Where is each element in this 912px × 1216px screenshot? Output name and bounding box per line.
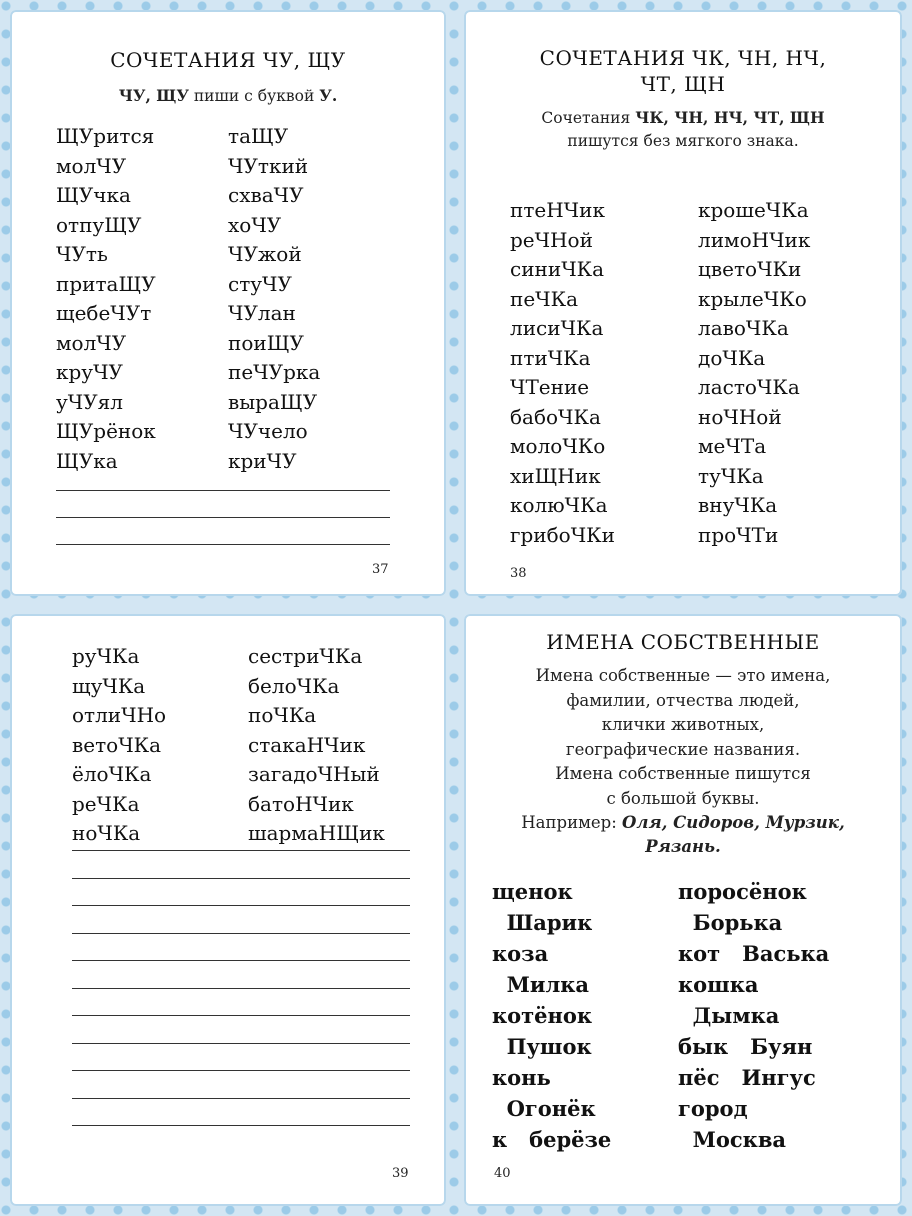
word-item: ветоЧКа <box>72 732 162 757</box>
intro-line: Имена собственные — это имена, <box>535 666 831 685</box>
word-item: стакаНЧик <box>248 732 366 757</box>
intro-line: фамилии, отчества людей, <box>566 690 800 710</box>
writing-lines <box>72 850 410 1126</box>
word-item: лисиЧКа <box>510 316 604 340</box>
page-title: ИМЕНА СОБСТВЕННЫЕ <box>546 630 820 654</box>
word-column-left <box>72 642 166 849</box>
example-last-word: Рязань. <box>645 837 721 856</box>
word-item: конь <box>492 1065 551 1090</box>
word-item: цветоЧКи <box>698 257 802 281</box>
rule-text <box>464 108 902 127</box>
word-item: выраЩУ <box>228 389 318 414</box>
page-number: 37 <box>372 562 389 577</box>
word-item: ЩУрёнок <box>56 419 156 443</box>
page-number: 40 <box>494 1166 511 1181</box>
word-item: хоЧУ <box>228 212 282 237</box>
word-item: птиЧКа <box>510 345 591 370</box>
intro-text <box>474 664 892 811</box>
word-item: лавоЧКа <box>698 316 789 340</box>
word-item: ноЧНой <box>698 404 782 429</box>
word-item: колюЧКа <box>510 493 608 517</box>
word-item: грибоЧКи <box>510 522 615 547</box>
word-item: таЩУ <box>228 124 289 148</box>
word-column-left <box>492 876 611 1155</box>
word-item: туЧКа <box>698 463 764 488</box>
page-title-line1: СОЧЕТАНИЯ ЧК, ЧН, НЧ, <box>539 46 827 70</box>
writing-line <box>72 934 410 962</box>
writing-line <box>72 989 410 1017</box>
writing-line <box>72 879 410 907</box>
word-item: кошка <box>678 972 759 997</box>
word-item: Милка <box>492 972 590 997</box>
word-item: ЩУка <box>56 448 118 473</box>
word-item: молЧУ <box>56 153 127 178</box>
word-item: ЧУткий <box>228 153 309 178</box>
writing-line <box>72 1044 410 1072</box>
word-item: пёс Ингус <box>678 1065 816 1090</box>
page-37 <box>10 10 446 596</box>
word-item: проЧТи <box>698 522 779 547</box>
rule-bold: ЧУ, ЩУ <box>118 86 189 105</box>
word-item: птеНЧик <box>510 198 605 222</box>
word-column-right <box>678 876 829 1155</box>
example-last <box>474 835 892 860</box>
word-item: отпуЩУ <box>56 212 142 237</box>
intro-line: географические названия. <box>565 739 801 759</box>
word-item: внуЧКа <box>698 493 778 517</box>
word-item: молоЧКо <box>510 434 606 458</box>
rule-letter: У. <box>319 86 338 105</box>
word-item: бык Буян <box>678 1034 813 1059</box>
writing-line <box>72 1016 410 1044</box>
page-39 <box>10 614 446 1206</box>
writing-line <box>72 961 410 989</box>
word-item: поЧКа <box>248 703 317 727</box>
word-item: стуЧУ <box>228 271 292 296</box>
word-column-right <box>228 122 320 476</box>
word-item: ЧУлан <box>228 301 296 325</box>
word-item: город <box>678 1096 748 1121</box>
word-item: коза <box>492 941 549 966</box>
page-title-line2: ЧТ, ЩН <box>640 72 726 96</box>
word-item: поросёнок <box>678 879 807 904</box>
example-words: Оля, Сидоров, Мурзик, <box>622 813 845 832</box>
page-title: СОЧЕТАНИЯ ЧУ, ЩУ <box>110 48 346 72</box>
writing-line <box>56 518 390 545</box>
word-item: доЧКа <box>698 345 766 370</box>
word-item: загадоЧНый <box>248 762 380 786</box>
word-item: белоЧКа <box>248 673 340 698</box>
word-item: пеЧУрка <box>228 360 321 384</box>
word-item: ёлоЧКа <box>72 762 152 786</box>
word-item: схваЧУ <box>228 183 304 207</box>
word-item: щебеЧУт <box>56 301 152 325</box>
word-item: ЧУчело <box>228 419 308 443</box>
word-column-left <box>510 196 615 550</box>
word-item: котёнок <box>492 1003 593 1028</box>
rule-normal: Сочетания <box>541 109 636 127</box>
writing-line <box>72 1071 410 1099</box>
word-item: крошеЧКа <box>698 198 809 222</box>
intro-line: клички животных, <box>601 715 765 734</box>
word-item: руЧКа <box>72 644 140 668</box>
page-38 <box>464 10 902 596</box>
example-line <box>474 811 892 836</box>
word-item: к берёзе <box>492 1127 612 1152</box>
word-item: крылеЧКо <box>698 286 807 311</box>
word-item: Пушок <box>492 1034 592 1059</box>
word-item: Борька <box>678 910 783 935</box>
example-label: Например: <box>521 813 623 832</box>
writing-line <box>56 491 390 518</box>
word-item: ноЧКа <box>72 821 141 845</box>
page-number: 39 <box>392 1166 409 1181</box>
rule-line2: пишутся без мягкого знака. <box>567 132 799 150</box>
word-item: хиЩНик <box>510 463 601 488</box>
intro-line: с большой буквы. <box>606 788 760 808</box>
word-item: отлиЧНо <box>72 703 167 727</box>
word-column-right <box>248 642 385 849</box>
word-item: ЩУчка <box>56 183 131 207</box>
word-item: молЧУ <box>56 330 127 355</box>
word-item: пеЧКа <box>510 286 579 311</box>
page-number: 38 <box>510 566 527 581</box>
word-item: уЧУял <box>56 389 124 414</box>
word-item: Огонёк <box>492 1096 596 1121</box>
writing-line <box>72 1099 410 1127</box>
rule-normal: пиши с буквой <box>188 87 320 105</box>
word-item: ЧТение <box>510 375 590 399</box>
word-item: реЧНой <box>510 227 593 252</box>
word-item: поиЩУ <box>228 330 304 355</box>
rule-bold: ЧК, ЧН, НЧ, ЧТ, ЩН <box>635 108 825 127</box>
intro-line: Имена собственные пишутся <box>555 764 811 783</box>
word-item: щуЧКа <box>72 673 146 698</box>
writing-line <box>56 474 390 491</box>
page-40 <box>464 614 902 1206</box>
word-item: ЩУрится <box>56 124 155 148</box>
word-item: реЧКа <box>72 791 140 816</box>
writing-line <box>72 906 410 934</box>
word-column-left <box>56 122 156 476</box>
word-item: Дымка <box>678 1003 780 1028</box>
rule-text <box>10 86 446 105</box>
word-item: Москва <box>678 1127 787 1152</box>
word-item: батоНЧик <box>248 791 354 816</box>
writing-line <box>72 851 410 879</box>
word-item: ластоЧКа <box>698 375 800 399</box>
word-item: сестриЧКа <box>248 644 363 668</box>
word-item: синиЧКа <box>510 257 605 281</box>
word-item: шармаНЩик <box>248 821 385 845</box>
word-item: бабоЧКа <box>510 404 601 429</box>
word-item: щенок <box>492 879 573 904</box>
word-item: меЧТа <box>698 434 767 458</box>
word-item: Шарик <box>492 910 593 935</box>
word-item: ЧУжой <box>228 242 302 266</box>
word-item: кот Васька <box>678 941 830 966</box>
word-item: ЧУть <box>56 242 108 266</box>
writing-lines <box>56 474 390 545</box>
word-column-right <box>698 196 810 550</box>
word-item: круЧУ <box>56 360 123 384</box>
word-item: криЧУ <box>228 448 297 473</box>
word-item: лимоНЧик <box>698 227 811 252</box>
word-item: притаЩУ <box>56 271 156 296</box>
